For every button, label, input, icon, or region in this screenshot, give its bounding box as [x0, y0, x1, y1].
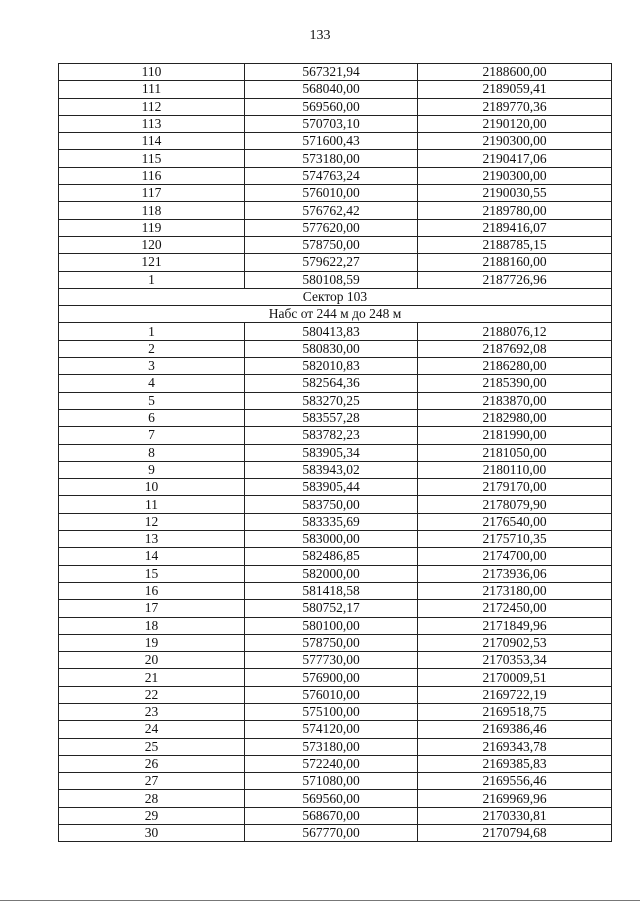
y-coordinate: 2189416,07 — [418, 219, 612, 236]
point-number: 14 — [59, 548, 245, 565]
point-number: 112 — [59, 98, 245, 115]
point-number: 115 — [59, 150, 245, 167]
point-number: 2 — [59, 340, 245, 357]
x-coordinate: 568040,00 — [245, 81, 418, 98]
table-row — [59, 115, 612, 132]
x-coordinate: 580752,17 — [245, 600, 418, 617]
x-coordinate: 583557,28 — [245, 409, 418, 426]
x-coordinate: 576010,00 — [245, 185, 418, 202]
x-coordinate: 581418,58 — [245, 582, 418, 599]
y-coordinate: 2182980,00 — [418, 409, 612, 426]
x-coordinate: 578750,00 — [245, 634, 418, 651]
x-coordinate: 583335,69 — [245, 513, 418, 530]
point-number: 5 — [59, 392, 245, 409]
point-number: 22 — [59, 686, 245, 703]
table-row — [59, 358, 612, 375]
table-row — [59, 427, 612, 444]
x-coordinate: 570703,10 — [245, 115, 418, 132]
y-coordinate: 2172450,00 — [418, 600, 612, 617]
section-2-rows — [59, 323, 612, 842]
table-row — [59, 582, 612, 599]
y-coordinate: 2169556,46 — [418, 773, 612, 790]
y-coordinate: 2190300,00 — [418, 133, 612, 150]
point-number: 24 — [59, 721, 245, 738]
y-coordinate: 2170009,51 — [418, 669, 612, 686]
table-row — [59, 461, 612, 478]
table-row — [59, 323, 612, 340]
y-coordinate: 2170353,34 — [418, 652, 612, 669]
point-number: 110 — [59, 64, 245, 81]
y-coordinate: 2171849,96 — [418, 617, 612, 634]
point-number: 6 — [59, 409, 245, 426]
point-number: 25 — [59, 738, 245, 755]
point-number: 16 — [59, 582, 245, 599]
y-coordinate: 2188600,00 — [418, 64, 612, 81]
table-row — [59, 548, 612, 565]
table-row — [59, 773, 612, 790]
table-row — [59, 531, 612, 548]
point-number: 119 — [59, 219, 245, 236]
y-coordinate: 2174700,00 — [418, 548, 612, 565]
table-row — [59, 652, 612, 669]
y-coordinate: 2173180,00 — [418, 582, 612, 599]
point-number: 121 — [59, 254, 245, 271]
y-coordinate: 2173936,06 — [418, 565, 612, 582]
y-coordinate: 2185390,00 — [418, 375, 612, 392]
table-row — [59, 392, 612, 409]
x-coordinate: 572240,00 — [245, 755, 418, 772]
x-coordinate: 583750,00 — [245, 496, 418, 513]
table-row — [59, 150, 612, 167]
table-row — [59, 133, 612, 150]
y-coordinate: 2179170,00 — [418, 479, 612, 496]
x-coordinate: 583000,00 — [245, 531, 418, 548]
table-row — [59, 513, 612, 530]
x-coordinate: 583782,23 — [245, 427, 418, 444]
y-coordinate: 2181990,00 — [418, 427, 612, 444]
x-coordinate: 575100,00 — [245, 703, 418, 720]
point-number: 7 — [59, 427, 245, 444]
point-number: 23 — [59, 703, 245, 720]
point-number: 3 — [59, 358, 245, 375]
y-coordinate: 2175710,35 — [418, 531, 612, 548]
height-range-row — [59, 306, 612, 323]
x-coordinate: 578750,00 — [245, 236, 418, 253]
table-row — [59, 236, 612, 253]
y-coordinate: 2169722,19 — [418, 686, 612, 703]
table-row — [59, 825, 612, 842]
y-coordinate: 2170902,53 — [418, 634, 612, 651]
page-bottom-rule — [0, 900, 640, 901]
y-coordinate: 2169518,75 — [418, 703, 612, 720]
point-number: 29 — [59, 807, 245, 824]
point-number: 18 — [59, 617, 245, 634]
point-number: 9 — [59, 461, 245, 478]
y-coordinate: 2186280,00 — [418, 358, 612, 375]
table-row — [59, 703, 612, 720]
point-number: 21 — [59, 669, 245, 686]
table-row — [59, 755, 612, 772]
y-coordinate: 2170330,81 — [418, 807, 612, 824]
y-coordinate: 2169969,96 — [418, 790, 612, 807]
x-coordinate: 574763,24 — [245, 167, 418, 184]
point-number: 26 — [59, 755, 245, 772]
table-row — [59, 738, 612, 755]
x-coordinate: 574120,00 — [245, 721, 418, 738]
x-coordinate: 577730,00 — [245, 652, 418, 669]
y-coordinate: 2169343,78 — [418, 738, 612, 755]
x-coordinate: 571080,00 — [245, 773, 418, 790]
table-row — [59, 686, 612, 703]
x-coordinate: 573180,00 — [245, 150, 418, 167]
x-coordinate: 582000,00 — [245, 565, 418, 582]
table-row — [59, 98, 612, 115]
y-coordinate: 2169386,46 — [418, 721, 612, 738]
x-coordinate: 580100,00 — [245, 617, 418, 634]
y-coordinate: 2190120,00 — [418, 115, 612, 132]
x-coordinate: 576900,00 — [245, 669, 418, 686]
x-coordinate: 577620,00 — [245, 219, 418, 236]
table-row — [59, 617, 612, 634]
point-number: 11 — [59, 496, 245, 513]
sector-title-row — [59, 288, 612, 305]
point-number: 1 — [59, 323, 245, 340]
table-row — [59, 254, 612, 271]
point-number: 113 — [59, 115, 245, 132]
x-coordinate: 583943,02 — [245, 461, 418, 478]
x-coordinate: 580413,83 — [245, 323, 418, 340]
y-coordinate: 2189780,00 — [418, 202, 612, 219]
table-row — [59, 202, 612, 219]
table-row — [59, 669, 612, 686]
page-number: 133 — [309, 28, 331, 43]
y-coordinate: 2170794,68 — [418, 825, 612, 842]
point-number: 28 — [59, 790, 245, 807]
table-row — [59, 185, 612, 202]
table-row — [59, 409, 612, 426]
point-number: 15 — [59, 565, 245, 582]
table-row — [59, 790, 612, 807]
y-coordinate: 2190030,55 — [418, 185, 612, 202]
y-coordinate: 2187726,96 — [418, 271, 612, 288]
table-row — [59, 721, 612, 738]
x-coordinate: 569560,00 — [245, 790, 418, 807]
point-number: 1 — [59, 271, 245, 288]
x-coordinate: 579622,27 — [245, 254, 418, 271]
x-coordinate: 568670,00 — [245, 807, 418, 824]
table-row — [59, 634, 612, 651]
point-number: 13 — [59, 531, 245, 548]
y-coordinate: 2188785,15 — [418, 236, 612, 253]
y-coordinate: 2189059,41 — [418, 81, 612, 98]
table-row — [59, 600, 612, 617]
x-coordinate: 576010,00 — [245, 686, 418, 703]
point-number: 116 — [59, 167, 245, 184]
table-row — [59, 219, 612, 236]
point-number: 114 — [59, 133, 245, 150]
y-coordinate: 2188076,12 — [418, 323, 612, 340]
x-coordinate: 582486,85 — [245, 548, 418, 565]
x-coordinate: 569560,00 — [245, 98, 418, 115]
table-row — [59, 496, 612, 513]
y-coordinate: 2183870,00 — [418, 392, 612, 409]
point-number: 10 — [59, 479, 245, 496]
point-number: 12 — [59, 513, 245, 530]
table-row — [59, 64, 612, 81]
table-row — [59, 271, 612, 288]
point-number: 30 — [59, 825, 245, 842]
x-coordinate: 567770,00 — [245, 825, 418, 842]
y-coordinate: 2187692,08 — [418, 340, 612, 357]
table-row — [59, 81, 612, 98]
x-coordinate: 583270,25 — [245, 392, 418, 409]
x-coordinate: 571600,43 — [245, 133, 418, 150]
point-number: 4 — [59, 375, 245, 392]
x-coordinate: 573180,00 — [245, 738, 418, 755]
section-1-rows — [59, 64, 612, 289]
table-row — [59, 375, 612, 392]
table-row — [59, 565, 612, 582]
sector-header — [59, 288, 612, 323]
point-number: 120 — [59, 236, 245, 253]
coordinates-table — [58, 63, 612, 842]
y-coordinate: 2190417,06 — [418, 150, 612, 167]
table-row — [59, 479, 612, 496]
table-row — [59, 444, 612, 461]
sector-title: Сектор 103 — [59, 288, 612, 305]
x-coordinate: 582564,36 — [245, 375, 418, 392]
x-coordinate: 580108,59 — [245, 271, 418, 288]
point-number: 19 — [59, 634, 245, 651]
x-coordinate: 567321,94 — [245, 64, 418, 81]
y-coordinate: 2169385,83 — [418, 755, 612, 772]
point-number: 111 — [59, 81, 245, 98]
y-coordinate: 2178079,90 — [418, 496, 612, 513]
x-coordinate: 576762,42 — [245, 202, 418, 219]
point-number: 17 — [59, 600, 245, 617]
x-coordinate: 580830,00 — [245, 340, 418, 357]
y-coordinate: 2189770,36 — [418, 98, 612, 115]
table-row — [59, 807, 612, 824]
y-coordinate: 2180110,00 — [418, 461, 612, 478]
x-coordinate: 582010,83 — [245, 358, 418, 375]
x-coordinate: 583905,44 — [245, 479, 418, 496]
y-coordinate: 2188160,00 — [418, 254, 612, 271]
y-coordinate: 2190300,00 — [418, 167, 612, 184]
point-number: 8 — [59, 444, 245, 461]
table-row — [59, 167, 612, 184]
x-coordinate: 583905,34 — [245, 444, 418, 461]
height-range: Набс от 244 м до 248 м — [59, 306, 612, 323]
point-number: 20 — [59, 652, 245, 669]
point-number: 27 — [59, 773, 245, 790]
table-row — [59, 340, 612, 357]
y-coordinate: 2181050,00 — [418, 444, 612, 461]
y-coordinate: 2176540,00 — [418, 513, 612, 530]
point-number: 117 — [59, 185, 245, 202]
point-number: 118 — [59, 202, 245, 219]
